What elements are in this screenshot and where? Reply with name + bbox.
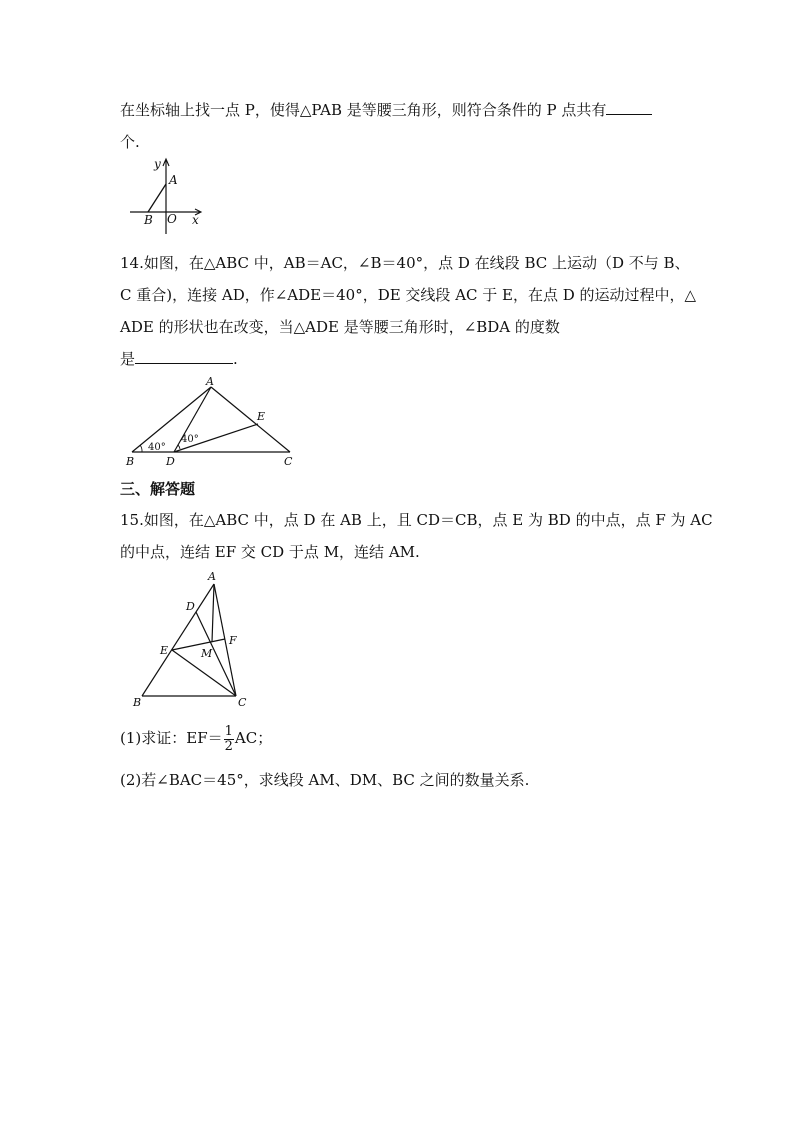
side-ac <box>211 387 290 452</box>
label-d: D <box>166 455 175 468</box>
q15-line-1: 15.如图，在△ABC 中，点 D 在 AB 上，且 CD＝CB，点 E 为 BD 的中点，点 F 为 AC <box>120 511 713 529</box>
label-m: M <box>201 647 213 660</box>
segment-ef <box>172 639 225 650</box>
fraction-one-half: $\frac{1}{2}$ <box>224 723 233 754</box>
q15-part-2: (2)若∠BAC＝45°，求线段 AM、DM、BC 之间的数量关系. <box>120 771 530 789</box>
q13-line-1: 在坐标轴上找一点 P，使得△PAB 是等腰三角形，则符合条件的 P 点共有 <box>120 94 680 126</box>
angle-d-arc <box>178 445 180 449</box>
label-f: F <box>229 634 237 647</box>
label-e: E <box>160 644 169 657</box>
answer-blank <box>135 345 233 364</box>
question-15 <box>120 504 713 568</box>
side-ab <box>132 387 211 452</box>
q13-coordinate-figure <box>126 154 210 240</box>
question-14 <box>120 247 697 375</box>
question-13 <box>120 94 680 158</box>
label-a: A <box>208 570 216 583</box>
label-a: A <box>169 173 178 187</box>
q15-line-2: 的中点，连结 EF 交 CD 于点 M，连结 AM. <box>120 543 420 561</box>
segment-am <box>212 584 214 642</box>
section-heading: 三、解答题 <box>120 480 196 498</box>
q14-line-3: ADE 的形状也在改变，当△ADE 是等腰三角形时，∠BDA 的度数 <box>120 318 560 336</box>
label-b: B <box>144 213 153 227</box>
segment-ab <box>148 184 166 212</box>
q14-line-4: 是 . <box>120 343 680 375</box>
label-y: y <box>154 157 161 171</box>
q15-triangle-figure <box>128 566 258 710</box>
label-a: A <box>206 375 214 388</box>
q15-part-1: (1)求证：EF＝ $\frac{1}{2}$ AC； <box>120 723 273 754</box>
q14-triangle-figure <box>118 372 308 468</box>
label-c: C <box>284 455 293 468</box>
angle-d-label: 40° <box>181 434 199 445</box>
label-x: x <box>192 213 199 227</box>
side-ab <box>142 584 214 696</box>
label-b: B <box>133 696 142 709</box>
q14-line-2: C 重合)，连接 AD，作∠ADE＝40°，DE 交线段 AC 于 E，在点 D 的运动过程中，△ <box>120 286 697 304</box>
q14-line-1: 14.如图，在△ABC 中，AB＝AC，∠B＝40°，点 D 在线段 BC 上运动（D 不与 B、 <box>120 254 690 272</box>
answer-blank <box>606 96 652 115</box>
angle-b-label: 40° <box>148 442 166 453</box>
label-b: B <box>126 455 135 468</box>
q13-line-2: 个. <box>120 133 140 151</box>
label-e: E <box>257 410 266 423</box>
label-c: C <box>238 696 247 709</box>
label-d: D <box>186 600 195 613</box>
label-o: O <box>167 212 177 226</box>
angle-b-arc <box>140 445 142 452</box>
